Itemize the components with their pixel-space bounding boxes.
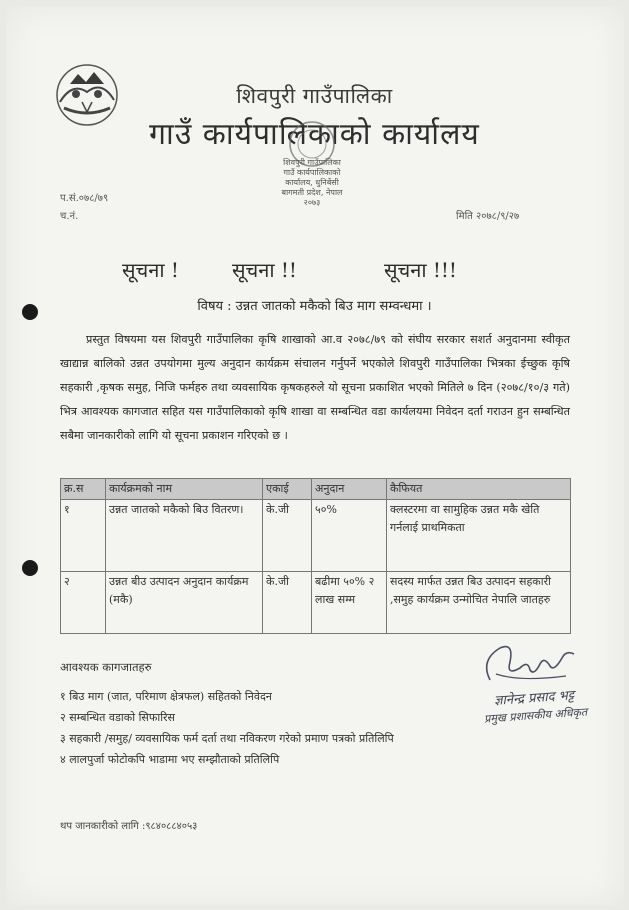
list-item: १ बिउ माग (जात, परिमाण क्षेत्रफल) सहितको निवेदन — [60, 690, 272, 703]
list-item: ४ लालपुर्जा फोटोकपि भाडामा भए सम्झौताको प्रतिलिपि — [60, 753, 280, 766]
header-serial: क्र.स — [61, 479, 106, 500]
official-stamp — [252, 110, 372, 208]
signatory-title: प्रमुख प्रशासकीय अधिकृत — [483, 705, 588, 726]
cell-program: उन्नत बीउ उत्पादन अनुदान कार्यक्रम (मकै) — [106, 572, 263, 634]
stamp-line-3: कार्यालय, धुनिबेंसी — [285, 178, 339, 187]
notice-label-1: सूचना ! — [122, 258, 179, 282]
header-unit: एकाई — [263, 479, 312, 500]
stamp-line-5: २०७३ — [303, 198, 321, 207]
subject-line: विषय : उन्नत जातको मकैको बिउ माग सम्वन्धमा । — [197, 299, 432, 314]
cell-subsidy: ५०% — [312, 500, 387, 572]
contact-info: थप जानकारीको लागि :९८४०८८४०५३ — [60, 821, 198, 832]
cell-subsidy: बढीमा ५०% २ लाख सम्म — [312, 572, 387, 634]
notice-body: प्रस्तुत विषयमा यस शिवपुरी गाउँपालिका कृषि शाखाको आ.व २०७८/७९ को संघीय सरकार सशर्त अनुदानमा स्वीकृत खाद्यान्न बालिको उन्नत उपयोगमा मुल्य अनुदान कार्यक्रम संचालन गर्नुपर्ने भएकोले शिवपुरी गाउँपालिका भित्रका ईच्छुक कृषि सहकारी ,कृषक समुह, निजि फर्महरु तथा व्यवसायिक कृषकहरुले यो सूचना प्रकाशित भएको मितिले ७ दिन (२०७८/१०/३ गते) भित्र आवश्यक कागजात सहित यस गाउँपालिकाको कृषि शाखा वा सम्बन्धित वडा कार्यलयमा निवेदन दर्ता गराउन हुन सम्बन्धित सबैमा जानकारीको लागि यो सूचना प्रकाशन गरिएको छ । — [60, 333, 570, 442]
reference-number: प.सं.०७८/७९ — [60, 193, 109, 204]
handwritten-signature — [470, 640, 580, 688]
required-documents-list — [60, 686, 394, 770]
dispatch-number: च.नं. — [60, 211, 79, 222]
table-row — [61, 500, 571, 572]
stamp-line-4: बागमती प्रदेश, नेपाल — [281, 188, 343, 197]
cell-remarks: सदस्य मार्फत उन्नत बिउ उत्पादन सहकारी ,समुह कार्यक्रम उन्मोचित नेपालि जातहरु — [387, 572, 571, 634]
cell-remarks: क्लस्टरमा वा सामुहिक उन्नत मकै खेति गर्नलाई प्राथमिकता — [387, 500, 571, 572]
signatory-name: ज्ञानेन्द्र प्रसाद भट्ट — [493, 688, 575, 709]
cell-serial: १ — [61, 500, 106, 572]
notice-label-3: सूचना !!! — [384, 258, 457, 282]
cell-serial: २ — [61, 572, 106, 634]
header-subsidy: अनुदान — [312, 479, 387, 500]
header-program: कार्यक्रमको नाम — [106, 479, 263, 500]
program-table — [60, 478, 571, 634]
table-header-row — [61, 479, 571, 500]
stamp-line-1: शिवपुरी गाउँपालिका — [283, 158, 341, 167]
cell-unit: के.जी — [263, 500, 312, 572]
list-item: ३ सहकारी /समुह/ व्यवसायिक फर्म दर्ता तथा नविकरण गरेको प्रमाण पत्रको प्रतिलिपि — [60, 732, 394, 745]
municipality-name: शिवपुरी गाउँपालिका — [236, 84, 393, 108]
punch-hole-bottom — [22, 560, 38, 576]
issue-date: मिति २०७८/९/२७ — [456, 211, 520, 222]
stamp-line-2: गाउँ कार्यपालिकाको — [283, 168, 341, 177]
header-remarks: कैफियत — [387, 479, 571, 500]
list-item: २ सम्बन्धित वडाको सिफारिस — [60, 711, 175, 724]
cell-unit: के.जी — [263, 572, 312, 634]
office-name: गाउँ कार्यपालिकाको कार्यालय — [149, 117, 480, 152]
table-row — [61, 572, 571, 634]
cell-program: उन्नत जातको मकैको बिउ वितरण। — [106, 500, 263, 572]
required-documents-title: आवश्यक कागजातहरु — [60, 660, 152, 674]
notice-label-2: सूचना !! — [232, 258, 297, 282]
